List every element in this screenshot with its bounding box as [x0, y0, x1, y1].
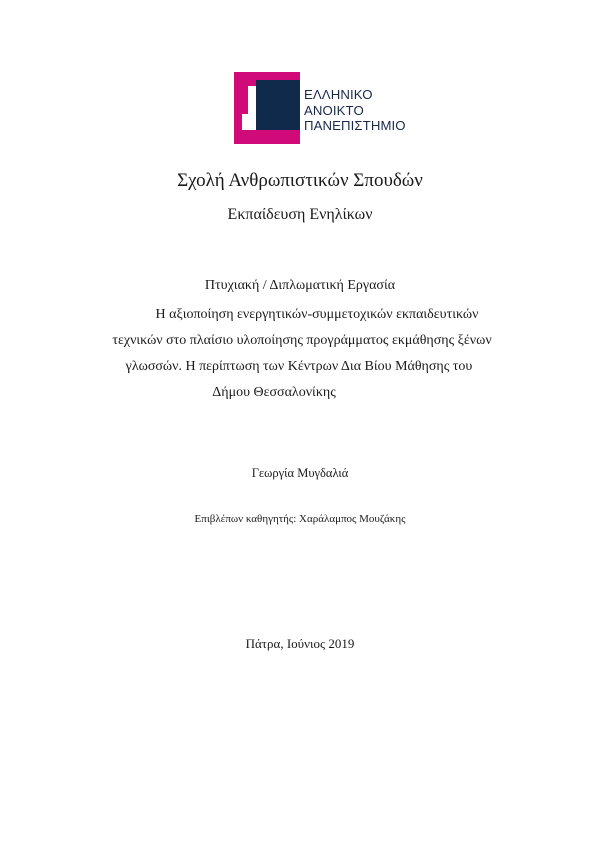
thesis-type: Πτυχιακή / Διπλωματική Εργασία [204, 278, 396, 293]
supervisor: Επιβλέπων καθηγητής: Χαράλαμπος Μουζάκης [194, 513, 406, 525]
thesis-title-line-1: Η αξιοποίηση ενεργητικών-συμμετοχικών εκπαιδευτικών [155, 307, 479, 322]
thesis-title-line-2: τεχνικών στο πλαίσιο υλοποίησης προγράμματος εκμάθησης ξένων [112, 333, 492, 348]
thesis-title-line-3: γλωσσών. Η περίπτωση των Κέντρων Δια Βίου Μάθησης του [125, 359, 473, 374]
logo-line-2: ΑΝΟΙΚΤΟ [304, 102, 364, 118]
university-logo [234, 72, 424, 144]
logo-line-3: ΠΑΝΕΠΙΣΤΗΜΙΟ [304, 118, 406, 133]
author-name: Γεωργία Μυγδαλιά [251, 466, 349, 480]
logo-text [304, 87, 406, 134]
thesis-title-line-4: Δήμου Θεσσαλονίκης [212, 385, 336, 400]
school-name: Σχολή Ανθρωπιστικών Σπουδών [177, 170, 423, 191]
logo-line-1: ΕΛΛΗΝΙΚΟ [304, 87, 373, 102]
university-emblem-icon [234, 72, 300, 144]
place-date: Πάτρα, Ιούνιος 2019 [245, 636, 355, 651]
department-name: Εκπαίδευση Ενηλίκων [227, 206, 373, 223]
thesis-title [0, 302, 600, 406]
